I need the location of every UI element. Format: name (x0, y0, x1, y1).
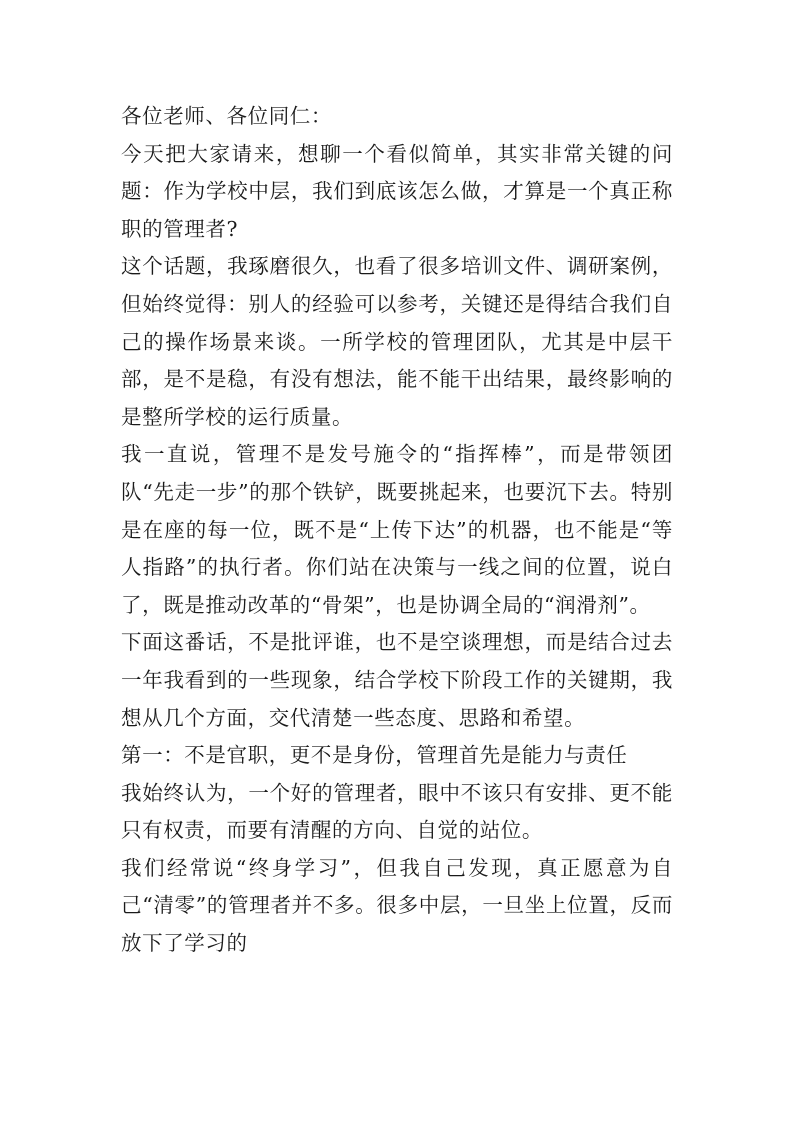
paragraph-management-role: 我一直说，管理不是发号施令的“指挥棒”，而是带领团队“先走一步”的那个铁铲，既要挑起来，也要沉下去。特别是在座的每一位，既不是“上传下达”的机器，也不能是“等人指路”的执行者。你们站在决策与一线之间的位置，说白了，既是推动改革的“骨架”，也是协调全局的“润滑剂”。 (121, 442, 673, 617)
salutation: 各位老师、各位同仁： (121, 104, 332, 128)
paragraph-opening: 今天把大家请来，想聊一个看似简单，其实非常关键的问题：作为学校中层，我们到底该怎么做，才算是一个真正称职的管理者? (121, 141, 673, 241)
paragraph-topic: 这个话题，我琢磨很久，也看了很多培训文件、调研案例，但始终觉得：别人的经验可以参考，关键还是得结合我们自己的操作场景来谈。一所学校的管理团队，尤其是中层干部，是不是稳，有没有想法，能不能干出结果，最终影响的是整所学校的运行质量。 (121, 254, 673, 429)
paragraph-good-manager: 我始终认为，一个好的管理者，眼中不该只有安排、更不能只有权责，而要有清醒的方向、自觉的站位。 (121, 780, 673, 843)
speech-body (121, 98, 673, 963)
section-heading: 第一：不是官职，更不是身份，管理首先是能力与责任 (121, 743, 628, 768)
paragraph-lifelong-learning: 我们经常说“终身学习”，但我自己发现，真正愿意为自己“清零”的管理者并不多。很多中层，一旦坐上位置，反而放下了学习的 (121, 855, 673, 956)
paragraph-outline: 下面这番话，不是批评谁，也不是空谈理想，而是结合过去一年我看到的一些现象，结合学校下阶段工作的关键期，我想从几个方面，交代清楚一些态度、思路和希望。 (121, 630, 673, 730)
